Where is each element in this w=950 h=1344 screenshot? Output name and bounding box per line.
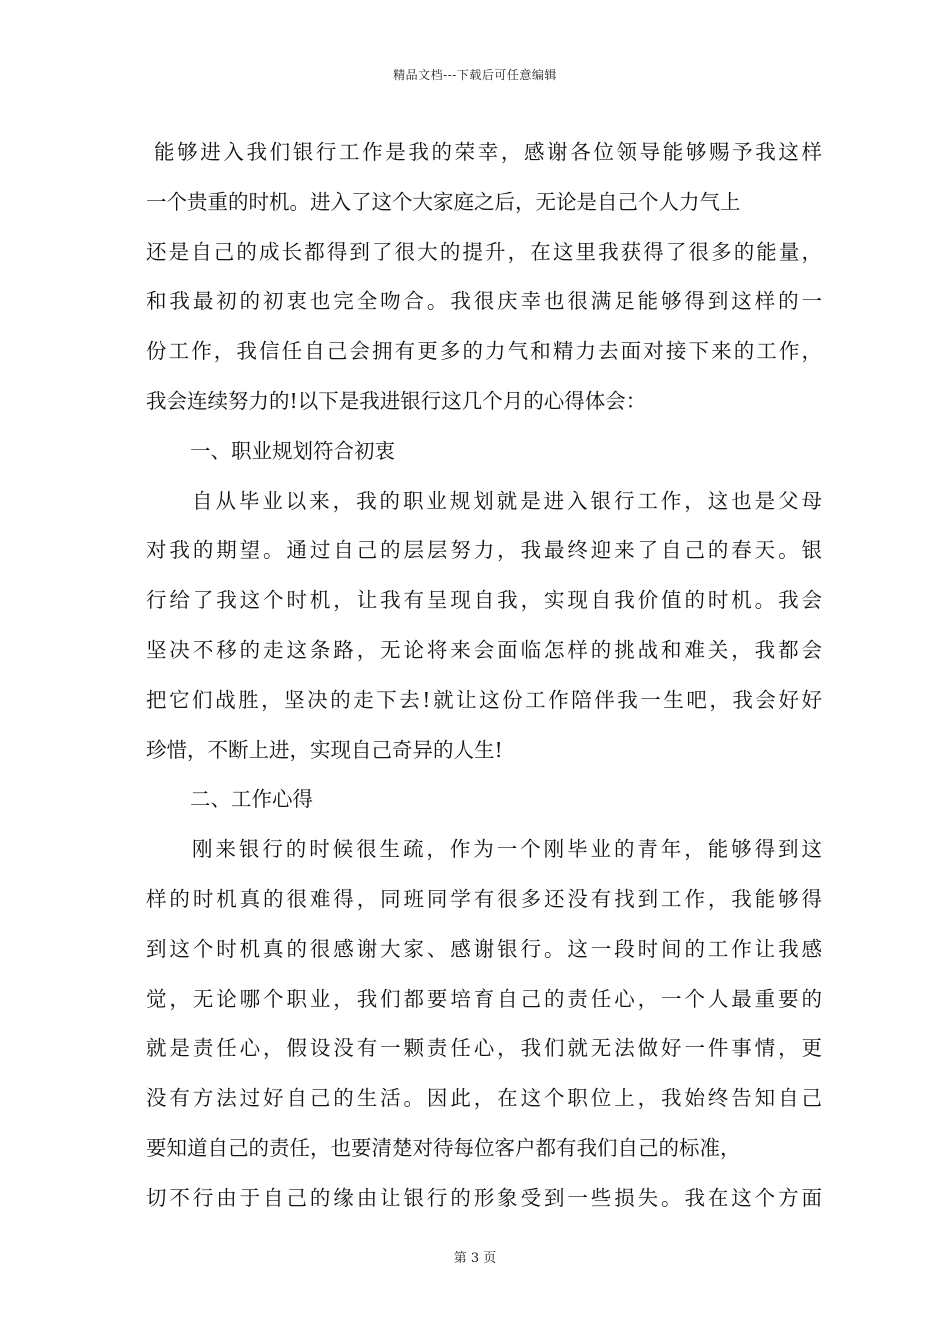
text-line: 要知道自己的责任，也要清楚对待每位客户都有我们自己的标准，	[146, 1135, 741, 1160]
text-line: 切不行由于自己的缘由让银行的形象受到一些损失。我在这个方面	[146, 1185, 822, 1210]
text-line: 刚来银行的时候很生疏，作为一个刚毕业的青年，能够得到这	[192, 837, 822, 862]
text-line: 我会连续努力的!以下是我进银行这几个月的心得体会：	[146, 388, 647, 413]
text-line: 自从毕业以来，我的职业规划就是进入银行工作，这也是父母	[192, 488, 822, 513]
text-line: 份工作，我信任自己会拥有更多的力气和精力去面对接下来的工作，	[146, 339, 822, 364]
document-body	[146, 128, 822, 1224]
text-line: 和我最初的初衷也完全吻合。我很庆幸也很满足能够得到这样的一	[146, 289, 822, 314]
text-line: 坚决不移的走这条路，无论将来会面临怎样的挑战和难关，我都会	[146, 637, 822, 662]
text-line: 一、职业规划符合初衷	[190, 438, 395, 463]
text-line: 就是责任心，假设没有一颗责任心，我们就无法做好一件事情，更	[146, 1036, 822, 1061]
page-number: 第 3 页	[453, 1251, 497, 1266]
text-line: 还是自己的成长都得到了很大的提升，在这里我获得了很多的能量，	[146, 239, 822, 264]
text-line: 珍惜，不断上进，实现自己奇异的人生!	[146, 737, 503, 762]
text-line: 把它们战胜，坚决的走下去!就让这份工作陪伴我一生吧，我会好好	[146, 687, 822, 712]
text-line: 样的时机真的很难得，同班同学有很多还没有找到工作，我能够得	[146, 886, 822, 911]
text-line: 行给了我这个时机，让我有呈现自我，实现自我价值的时机。我会	[146, 588, 822, 613]
page-header: 精品文档---下载后可任意编辑	[393, 68, 557, 82]
text-line: 对我的期望。通过自己的层层努力，我最终迎来了自己的春天。银	[146, 538, 822, 563]
text-line: 没有方法过好自己的生活。因此，在这个职位上，我始终告知自己	[146, 1086, 822, 1111]
text-line: 觉，无论哪个职业，我们都要培育自己的责任心，一个人最重要的	[146, 986, 822, 1011]
text-line: 一个贵重的时机。进入了这个大家庭之后，无论是自己个人力气上	[146, 189, 741, 214]
text-line: 二、工作心得	[190, 787, 313, 812]
text-line: 能够进入我们银行工作是我的荣幸，感谢各位领导能够赐予我这样	[154, 140, 822, 164]
text-line: 到这个时机真的很感谢大家、感谢银行。这一段时间的工作让我感	[146, 936, 822, 961]
